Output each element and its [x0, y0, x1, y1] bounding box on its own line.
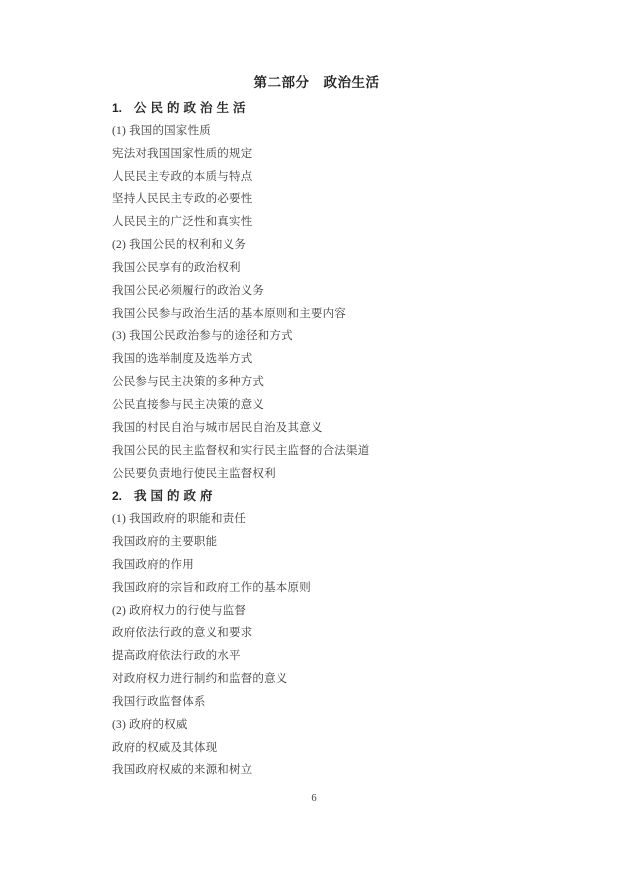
outline-line: 我国公民享有的政治权利	[112, 261, 241, 274]
section-number: 1.	[112, 101, 123, 115]
section-title: 我国的政府	[134, 489, 217, 504]
outline-subheading: (2) 政府权力的行使与监督	[112, 604, 247, 617]
outline-line: 我国公民必须履行的政治义务	[112, 284, 265, 297]
outline-subheading: (3) 我国公民政治参与的途径和方式	[112, 330, 293, 343]
outline-line: 我国行政监督体系	[112, 695, 206, 708]
outline-line: 宪法对我国国家性质的规定	[112, 147, 253, 160]
outline-line: 对政府权力进行制约和监督的意义	[112, 673, 288, 686]
outline-line: 我国公民的民主监督权和实行民主监督的合法渠道	[112, 444, 370, 457]
page-title: 第二部分 政治生活	[253, 75, 380, 90]
outline-subheading: (1) 我国的国家性质	[112, 124, 211, 137]
outline-line: 我国政府的作用	[112, 558, 194, 571]
outline-line: 公民参与民主决策的多种方式	[112, 376, 265, 389]
outline-line: 人民民主的广泛性和真实性	[112, 216, 253, 229]
outline-line: 提高政府依法行政的水平	[112, 650, 241, 663]
outline-line: 我国政府权威的来源和树立	[112, 764, 253, 777]
outline-line: 我国政府的宗旨和政府工作的基本原则	[112, 581, 311, 594]
outline-line: 我国公民参与政治生活的基本原则和主要内容	[112, 307, 346, 320]
outline-line: 政府的权威及其体现	[112, 741, 218, 754]
section-number: 2.	[112, 489, 123, 504]
outline-line: 政府依法行政的意义和要求	[112, 627, 253, 640]
section-heading	[112, 485, 590, 508]
outline-subheading: (1) 我国政府的职能和责任	[112, 513, 247, 526]
outline-subheading: (2) 我国公民的权利和义务	[112, 239, 247, 252]
outline-line: 公民要负责地行使民主监督权利	[112, 467, 276, 480]
outline-line: 公民直接参与民主决策的意义	[112, 398, 265, 411]
section-title: 公民的政治生活	[134, 101, 250, 115]
outline-line: 我国的选举制度及选举方式	[112, 353, 253, 366]
page-number: 6	[311, 793, 317, 804]
outline-line: 坚持人民民主专政的必要性	[112, 193, 253, 206]
outline-content	[112, 97, 590, 782]
section-heading	[112, 97, 590, 120]
outline-line: 人民民主专政的本质与特点	[112, 170, 253, 183]
outline-line: 我国的村民自治与城市居民自治及其意义	[112, 421, 323, 434]
outline-line: 我国政府的主要职能	[112, 536, 218, 549]
outline-subheading: (3) 政府的权威	[112, 718, 188, 731]
